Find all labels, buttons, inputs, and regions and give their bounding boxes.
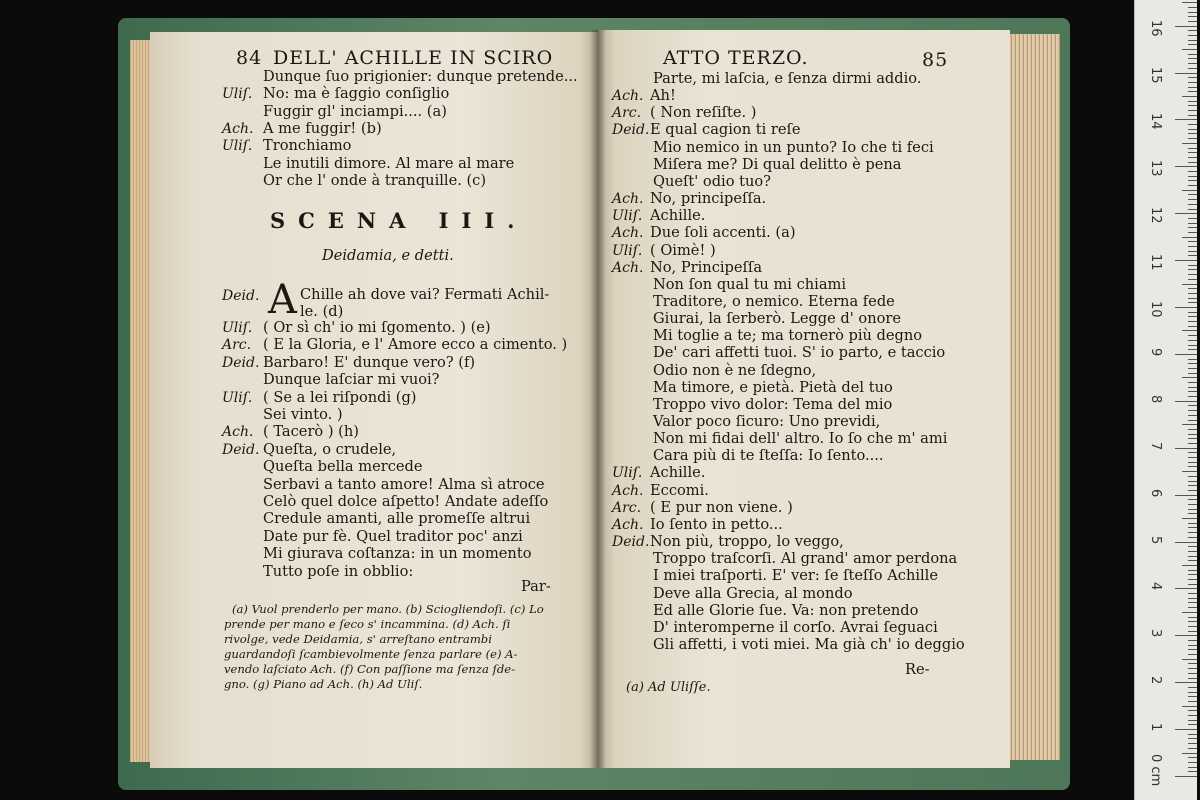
ruler-tick <box>1188 391 1197 392</box>
ruler-number: 5 <box>1148 535 1163 544</box>
speaker-label: Uliſ. <box>222 138 253 155</box>
verse-line: Le inutili dimore. Al mare al mare <box>263 154 515 172</box>
verse-line: No, principeſſa. <box>650 190 767 208</box>
ruler-tick <box>1188 129 1197 130</box>
ruler-tick <box>1175 213 1197 214</box>
ruler-number: 10 <box>1148 301 1163 318</box>
scene-title: SCENA III. <box>270 208 528 233</box>
verse-line: Io ſento in petto... <box>650 515 783 533</box>
ruler-tick <box>1188 232 1197 233</box>
ruler-tick <box>1188 349 1197 350</box>
speaker-label: Deid. <box>222 288 260 304</box>
ruler-tick <box>1182 518 1197 519</box>
footnote-line: guardandoſi ſcambievolmente ſenza parlare (e) A- <box>224 647 518 661</box>
ruler-tick <box>1182 706 1197 707</box>
ruler-tick <box>1188 438 1197 439</box>
ruler-tick <box>1188 63 1197 64</box>
verse-line: Dunque ſuo prigionier: dunque pretende... <box>263 68 578 85</box>
ruler-tick <box>1188 710 1197 711</box>
footnote-line: vendo laſciato Ach. (f) Con paſſione ma ſenza ſde- <box>224 662 516 676</box>
ruler-tick <box>1188 35 1197 36</box>
ruler-tick <box>1188 91 1197 92</box>
ruler-tick <box>1188 180 1197 181</box>
ruler-number: 9 <box>1148 347 1163 357</box>
ruler-tick <box>1188 293 1197 294</box>
speaker-label: Ach. <box>222 120 254 137</box>
ruler-tick <box>1188 570 1197 571</box>
verse-line: Miſera me? Di qual delitto è pena <box>653 155 902 173</box>
verse-line: I miei traſporti. E' ver: ſe ſteſſo Achille <box>653 567 938 585</box>
verse-line: Eccomi. <box>650 481 709 499</box>
speaker-label: Uliſ. <box>222 320 253 336</box>
ruler-tick <box>1175 542 1197 543</box>
verse-line: Non più, troppo, lo veggo, <box>650 533 844 551</box>
speaker-label: Ach. <box>612 516 644 533</box>
right-footnote: (a) Ad Uliſſe. <box>626 680 711 695</box>
verse-line: Troppo traſcorſi. Al grand' amor perdona <box>653 550 958 568</box>
ruler-tick <box>1175 495 1197 496</box>
speaker-label: Uliſ. <box>222 86 253 103</box>
ruler-tick <box>1175 260 1197 261</box>
ruler-tick <box>1188 537 1197 538</box>
ruler-tick <box>1188 579 1197 580</box>
footnote-line: prende per mano e ſeco s' incammina. (d) Ach. ſi <box>224 617 511 631</box>
ruler-tick <box>1188 68 1197 69</box>
verse-line: Date pur fè. Quel traditor poc' anzi <box>263 527 523 545</box>
verse-line: ( Se a lei riſpondi (g) <box>263 388 417 406</box>
ruler-tick <box>1188 696 1197 697</box>
speaker-label: Uliſ. <box>612 208 643 225</box>
ruler-tick <box>1188 204 1197 205</box>
ruler-tick <box>1188 410 1197 411</box>
ruler-tick <box>1188 363 1197 364</box>
verse-line: E qual cagion ti reſe <box>650 121 801 139</box>
ruler-tick <box>1188 124 1197 125</box>
verse-line: ( Tacerò ) (h) <box>263 423 359 441</box>
right-running-head: ATTO TERZO. <box>663 47 809 69</box>
ruler-tick <box>1188 485 1197 486</box>
ruler-tick <box>1188 504 1197 505</box>
ruler-tick <box>1188 321 1197 322</box>
ruler-tick <box>1188 429 1197 430</box>
ruler-tick <box>1188 551 1197 552</box>
ruler-tick <box>1188 607 1197 608</box>
ruler-tick <box>1188 645 1197 646</box>
ruler-number: 8 <box>1148 394 1163 404</box>
verse-line: Odio non è ne ſdegno, <box>653 361 817 379</box>
ruler-number: 4 <box>1148 582 1163 591</box>
ruler-tick <box>1188 218 1197 219</box>
verse-line: ( E pur non viene. ) <box>650 498 793 516</box>
ruler-tick <box>1182 565 1197 566</box>
ruler-tick <box>1182 471 1197 472</box>
ruler-tick <box>1188 387 1197 388</box>
speaker-label: Arc. <box>612 499 642 516</box>
ruler-tick <box>1188 101 1197 102</box>
verse-line: Barbaro! E' dunque vero? (f) <box>263 353 476 371</box>
ruler-tick <box>1188 617 1197 618</box>
ruler-tick <box>1188 279 1197 280</box>
ruler-tick <box>1188 209 1197 210</box>
ruler-tick <box>1188 556 1197 557</box>
ruler-tick <box>1188 560 1197 561</box>
ruler-tick <box>1188 133 1197 134</box>
speaker-label: Ach. <box>222 424 254 441</box>
ruler-tick <box>1182 659 1197 660</box>
ruler-tick <box>1182 330 1197 331</box>
ruler-tick <box>1188 298 1197 299</box>
verse-line: Giurai, la ſerberò. Legge d' onore <box>653 310 901 328</box>
ruler-tick <box>1188 255 1197 256</box>
ruler-tick <box>1188 649 1197 650</box>
verse-line: Gli affetti, i voti miei. Ma già ch' io deggio <box>653 635 965 653</box>
ruler-tick <box>1188 359 1197 360</box>
ruler-tick <box>1188 44 1197 45</box>
ruler-tick <box>1188 288 1197 289</box>
ruler-tick <box>1188 115 1197 116</box>
ruler-tick <box>1188 368 1197 369</box>
ruler-tick <box>1188 466 1197 467</box>
ruler-tick <box>1182 143 1197 144</box>
verse-line: Fuggir gl' inciampi.... (a) <box>263 102 447 120</box>
ruler-number: 13 <box>1148 160 1163 177</box>
ruler-tick <box>1188 138 1197 139</box>
ruler-tick <box>1188 757 1197 758</box>
ruler-tick <box>1182 284 1197 285</box>
ruler-tick <box>1188 513 1197 514</box>
ruler-tick <box>1188 509 1197 510</box>
verse-line: Ed alle Glorie ſue. Va: non pretendo <box>653 601 919 619</box>
speaker-label: Uliſ. <box>222 389 253 406</box>
ruler-tick <box>1182 424 1197 425</box>
speaker-label: Deid. <box>222 441 260 458</box>
ruler-tick <box>1188 152 1197 153</box>
verse-line: ( Or sì ch' io mi ſgomento. ) (e) <box>263 319 491 336</box>
speaker-label: Ach. <box>612 88 644 105</box>
ruler-tick <box>1188 148 1197 149</box>
verse-line: Or che l' onde à tranquille. (c) <box>263 171 487 189</box>
verse-line: Queſt' odio tuo? <box>653 172 772 190</box>
verse-line: Tronchiamo <box>263 137 352 155</box>
verse-line: Achille. <box>650 207 706 225</box>
ruler-tick <box>1188 335 1197 336</box>
verse-line: Cara più di te ſteſſa: Io ſento.... <box>653 447 884 465</box>
ruler-tick <box>1188 574 1197 575</box>
speaker-label: Uliſ. <box>612 465 643 482</box>
verse-line: D' interomperne il corſo. Avrai ſeguaci <box>653 618 938 636</box>
verse-line: No: ma è ſaggio conſiglio <box>263 85 450 103</box>
speaker-label: Uliſ. <box>612 242 643 259</box>
ruler-tick <box>1188 523 1197 524</box>
ruler-tick <box>1188 621 1197 622</box>
ruler-tick <box>1188 16 1197 17</box>
ruler-tick <box>1188 223 1197 224</box>
ruler-tick <box>1188 265 1197 266</box>
ruler-tick <box>1188 227 1197 228</box>
ruler-tick <box>1188 767 1197 768</box>
speaker-label: Deid. <box>222 354 260 371</box>
ruler-tick <box>1188 481 1197 482</box>
speaker-label: Ach. <box>612 482 644 499</box>
verse-line: Troppo vivo dolor: Tema del mio <box>653 395 893 413</box>
ruler-tick <box>1188 77 1197 78</box>
verse-line: ( E la Gloria, e l' Amore ecco a cimento. ) <box>263 336 568 354</box>
speaker-label: Deid. <box>612 534 650 551</box>
ruler-tick <box>1182 377 1197 378</box>
verse-line: Ma timore, e pietà. Pietà del tuo <box>653 378 893 396</box>
ruler-tick <box>1188 194 1197 195</box>
ruler-number: 2 <box>1148 676 1163 685</box>
ruler-number: 16 <box>1148 19 1163 37</box>
ruler-tick <box>1188 499 1197 500</box>
ruler-tick <box>1188 724 1197 725</box>
ruler-tick <box>1182 49 1197 50</box>
ruler-tick <box>1188 584 1197 585</box>
ruler-tick <box>1175 119 1197 120</box>
verse-line: No, Principeſſa <box>650 258 763 276</box>
ruler-tick <box>1175 354 1197 355</box>
ruler-tick <box>1188 654 1197 655</box>
ruler-tick <box>1188 527 1197 528</box>
ruler-tick <box>1188 734 1197 735</box>
ruler-tick <box>1188 312 1197 313</box>
ruler-number: 6 <box>1148 488 1163 497</box>
ruler-tick <box>1188 631 1197 632</box>
ruler-tick <box>1188 40 1197 41</box>
right-page-number: 85 <box>922 49 949 71</box>
left-page-number: 84 <box>236 47 263 69</box>
ruler-tick <box>1182 2 1197 3</box>
ruler-tick <box>1175 448 1197 449</box>
ruler-tick <box>1188 715 1197 716</box>
ruler-tick <box>1182 237 1197 238</box>
footnote-line: gno. (g) Piano ad Ach. (h) Ad Uliſ. <box>224 677 423 691</box>
ruler-tick <box>1188 162 1197 163</box>
ruler-number: 11 <box>1148 254 1163 271</box>
verse-line: Valor poco ſicuro: Uno previdi, <box>653 413 881 430</box>
left-catchword: Par- <box>521 578 551 595</box>
verse-line: Serbavi a tanto amore! Alma sì atroce <box>263 475 545 493</box>
speaker-label: Ach. <box>612 225 644 242</box>
ruler-tick <box>1188 241 1197 242</box>
ruler-tick <box>1175 682 1197 683</box>
verse-line: ( Non reſiſte. ) <box>650 104 757 122</box>
speaker-label: Arc. <box>612 105 642 122</box>
ruler-tick <box>1188 54 1197 55</box>
ruler-tick <box>1188 738 1197 739</box>
verse-line: Deve alla Grecia, al mondo <box>653 584 853 602</box>
ruler-tick <box>1188 692 1197 693</box>
verse-line: Celò quel dolce aſpetto! Andate adeſſo <box>263 493 549 510</box>
ruler-tick <box>1188 345 1197 346</box>
verse-line: Tutto poſe in obblio: <box>263 562 414 580</box>
ruler-tick <box>1188 185 1197 186</box>
ruler-tick <box>1188 396 1197 397</box>
ruler-tick <box>1188 452 1197 453</box>
verse-line: Ah! <box>650 87 676 105</box>
ruler-tick <box>1188 668 1197 669</box>
ruler-tick <box>1188 171 1197 172</box>
ruler-tick <box>1175 26 1197 27</box>
ruler-tick <box>1188 532 1197 533</box>
ruler-tick <box>1175 776 1197 777</box>
ruler-tick <box>1188 687 1197 688</box>
verse-line: Achille. <box>650 464 706 482</box>
ruler-tick <box>1188 420 1197 421</box>
ruler-tick <box>1188 476 1197 477</box>
ruler-tick <box>1188 12 1197 13</box>
ruler-tick <box>1188 326 1197 327</box>
ruler-tick <box>1188 82 1197 83</box>
ruler-number: 7 <box>1148 441 1163 450</box>
verse-line: Non mi fidai dell' altro. Io ſo che m' ami <box>653 430 948 448</box>
ruler-tick <box>1188 673 1197 674</box>
scene-cast: Deidamia, e detti. <box>322 247 454 264</box>
ruler-tick <box>1188 340 1197 341</box>
ruler-tick <box>1188 405 1197 406</box>
verse-line: A me fuggir! (b) <box>263 119 382 137</box>
verse-line: Queſta bella mercede <box>263 458 423 476</box>
ruler-number: 1 <box>1148 723 1163 732</box>
ruler-tick <box>1188 415 1197 416</box>
ruler-tick <box>1175 635 1197 636</box>
verse-line: Dunque laſciar mi vuoi? <box>263 371 440 389</box>
ruler-tick <box>1188 302 1197 303</box>
verse-line: Mi toglie a te; ma tornerò più degno <box>653 327 923 345</box>
ruler-tick <box>1188 269 1197 270</box>
ruler-tick <box>1188 720 1197 721</box>
ruler-tick <box>1188 598 1197 599</box>
ruler-tick <box>1175 588 1197 589</box>
ruler-tick <box>1188 434 1197 435</box>
footnote-line: (a) Vuol prenderlo per mano. (b) Sciogliendoſi. (c) Lo <box>232 602 544 616</box>
verse-line: Credule amanti, alle promeſſe altrui <box>263 510 531 528</box>
ruler-tick <box>1188 743 1197 744</box>
ruler-tick <box>1188 30 1197 31</box>
ruler-tick <box>1188 748 1197 749</box>
ruler-tick <box>1175 307 1197 308</box>
ruler-tick <box>1188 490 1197 491</box>
ruler-tick <box>1188 157 1197 158</box>
ruler-tick <box>1188 199 1197 200</box>
verse-line: Parte, mi laſcia, e ſenza dirmi addio. <box>653 70 922 87</box>
ruler-tick <box>1188 110 1197 111</box>
ruler-tick <box>1188 626 1197 627</box>
speaker-label: Arc. <box>222 337 252 354</box>
ruler-number: 14 <box>1148 113 1163 130</box>
ruler-tick <box>1188 21 1197 22</box>
footnote-line: rivolge, vede Deidamia, s' arreſtano entrambi <box>224 632 492 646</box>
left-running-head: DELL' ACHILLE IN SCIRO <box>273 47 554 69</box>
ruler-number: 15 <box>1148 66 1163 84</box>
ruler-tick <box>1188 246 1197 247</box>
ruler-unit-label: 0 cm <box>1148 754 1163 787</box>
ruler-tick <box>1188 316 1197 317</box>
ruler-tick <box>1188 762 1197 763</box>
ruler-tick <box>1188 7 1197 8</box>
ruler-number: 3 <box>1148 629 1163 638</box>
ruler-tick <box>1188 274 1197 275</box>
ruler-tick <box>1188 462 1197 463</box>
right-page-edges <box>1010 34 1060 760</box>
ruler-tick <box>1188 87 1197 88</box>
ruler-tick <box>1188 251 1197 252</box>
verse-line: Queſta, o crudele, <box>263 440 397 458</box>
ruler-tick <box>1175 73 1197 74</box>
verse-line: Due ſoli accenti. (a) <box>650 224 796 242</box>
ruler-tick <box>1188 58 1197 59</box>
ruler-tick <box>1182 753 1197 754</box>
right-catchword: Re- <box>905 661 930 678</box>
ruler-tick <box>1188 593 1197 594</box>
ruler-tick <box>1188 382 1197 383</box>
speaker-label: Ach. <box>612 191 644 208</box>
verse-line: Non ſon qual tu mi chiami <box>653 275 847 293</box>
ruler-tick <box>1188 457 1197 458</box>
ruler-tick <box>1188 701 1197 702</box>
verse-line: Sei vinto. ) <box>263 406 343 423</box>
measurement-ruler <box>1134 0 1197 800</box>
speaker-label: Deid. <box>612 122 650 139</box>
book-gutter <box>590 30 606 768</box>
ruler-number: 12 <box>1148 207 1163 224</box>
verse-line: De' cari affetti tuoi. S' io parto, e taccio <box>653 344 946 362</box>
ruler-tick <box>1182 190 1197 191</box>
ruler-tick <box>1188 443 1197 444</box>
ruler-tick <box>1188 771 1197 772</box>
ruler-tick <box>1188 663 1197 664</box>
verse-line: Mio nemico in un punto? Io che ti feci <box>653 138 934 156</box>
ruler-tick <box>1182 612 1197 613</box>
ruler-tick <box>1188 678 1197 679</box>
ruler-tick <box>1175 729 1197 730</box>
ruler-tick <box>1188 546 1197 547</box>
ruler-tick <box>1188 373 1197 374</box>
ruler-tick <box>1175 166 1197 167</box>
drop-cap: A <box>268 277 297 323</box>
verse-line: le. (d) <box>300 303 344 320</box>
ruler-tick <box>1182 96 1197 97</box>
verse-line: ( Oimè! ) <box>650 241 716 259</box>
ruler-tick <box>1188 640 1197 641</box>
speaker-label: Ach. <box>612 259 644 276</box>
verse-line: Traditore, o nemico. Eterna fede <box>653 292 895 310</box>
verse-line: Mi giurava coſtanza: in un momento <box>263 545 532 563</box>
ruler-tick <box>1188 602 1197 603</box>
ruler-tick <box>1188 176 1197 177</box>
ruler-tick <box>1175 401 1197 402</box>
verse-line: Chille ah dove vai? Fermati Achil- <box>300 286 550 303</box>
ruler-tick <box>1188 105 1197 106</box>
